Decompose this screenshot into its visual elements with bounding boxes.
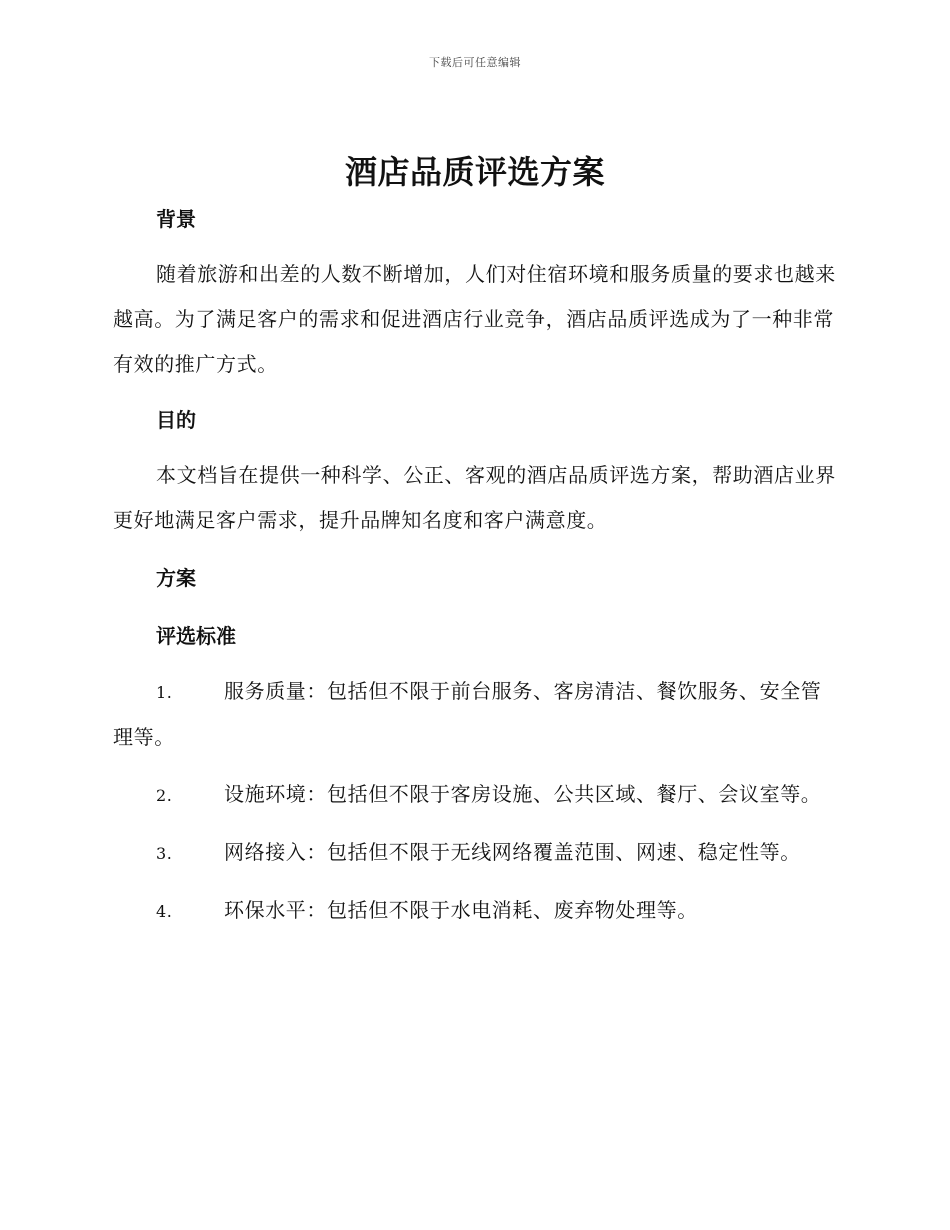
document-title: 酒店品质评选方案: [344, 153, 605, 191]
list-item: [113, 830, 837, 876]
list-item-number: 1.: [156, 683, 173, 702]
list-item-number: 3.: [156, 844, 173, 863]
list-item-number: 4.: [156, 902, 173, 921]
document-body: [113, 148, 837, 934]
criteria-list: [113, 669, 837, 934]
section-heading-background: 背景: [156, 207, 196, 231]
list-item: [113, 888, 837, 934]
section-heading-plan: 方案: [156, 566, 196, 590]
list-item: [113, 772, 837, 818]
section-heading-purpose: 目的: [156, 408, 196, 432]
list-item-number: 2.: [156, 786, 173, 805]
background-paragraph: 随着旅游和出差的人数不断增加，人们对住宿环境和服务质量的要求也越来越高。为了满足客户的需求和促进酒店行业竞争，酒店品质评选成为了一种非常有效的推广方式。: [113, 262, 836, 376]
page-header-note: 下载后可任意编辑: [429, 56, 521, 69]
list-item-text: 环保水平：包括但不限于水电消耗、废弃物处理等。: [224, 898, 698, 922]
list-item: [113, 669, 837, 760]
list-item-text: 网络接入：包括但不限于无线网络覆盖范围、网速、稳定性等。: [224, 840, 801, 864]
section-heading-criteria: 评选标准: [156, 624, 236, 648]
list-item-text: 服务质量：包括但不限于前台服务、客房清洁、餐饮服务、安全管理等。: [113, 679, 822, 749]
purpose-paragraph: 本文档旨在提供一种科学、公正、客观的酒店品质评选方案，帮助酒店业界更好地满足客户需求，提升品牌知名度和客户满意度。: [113, 463, 836, 532]
list-item-text: 设施环境：包括但不限于客房设施、公共区域、餐厅、会议室等。: [224, 782, 822, 806]
